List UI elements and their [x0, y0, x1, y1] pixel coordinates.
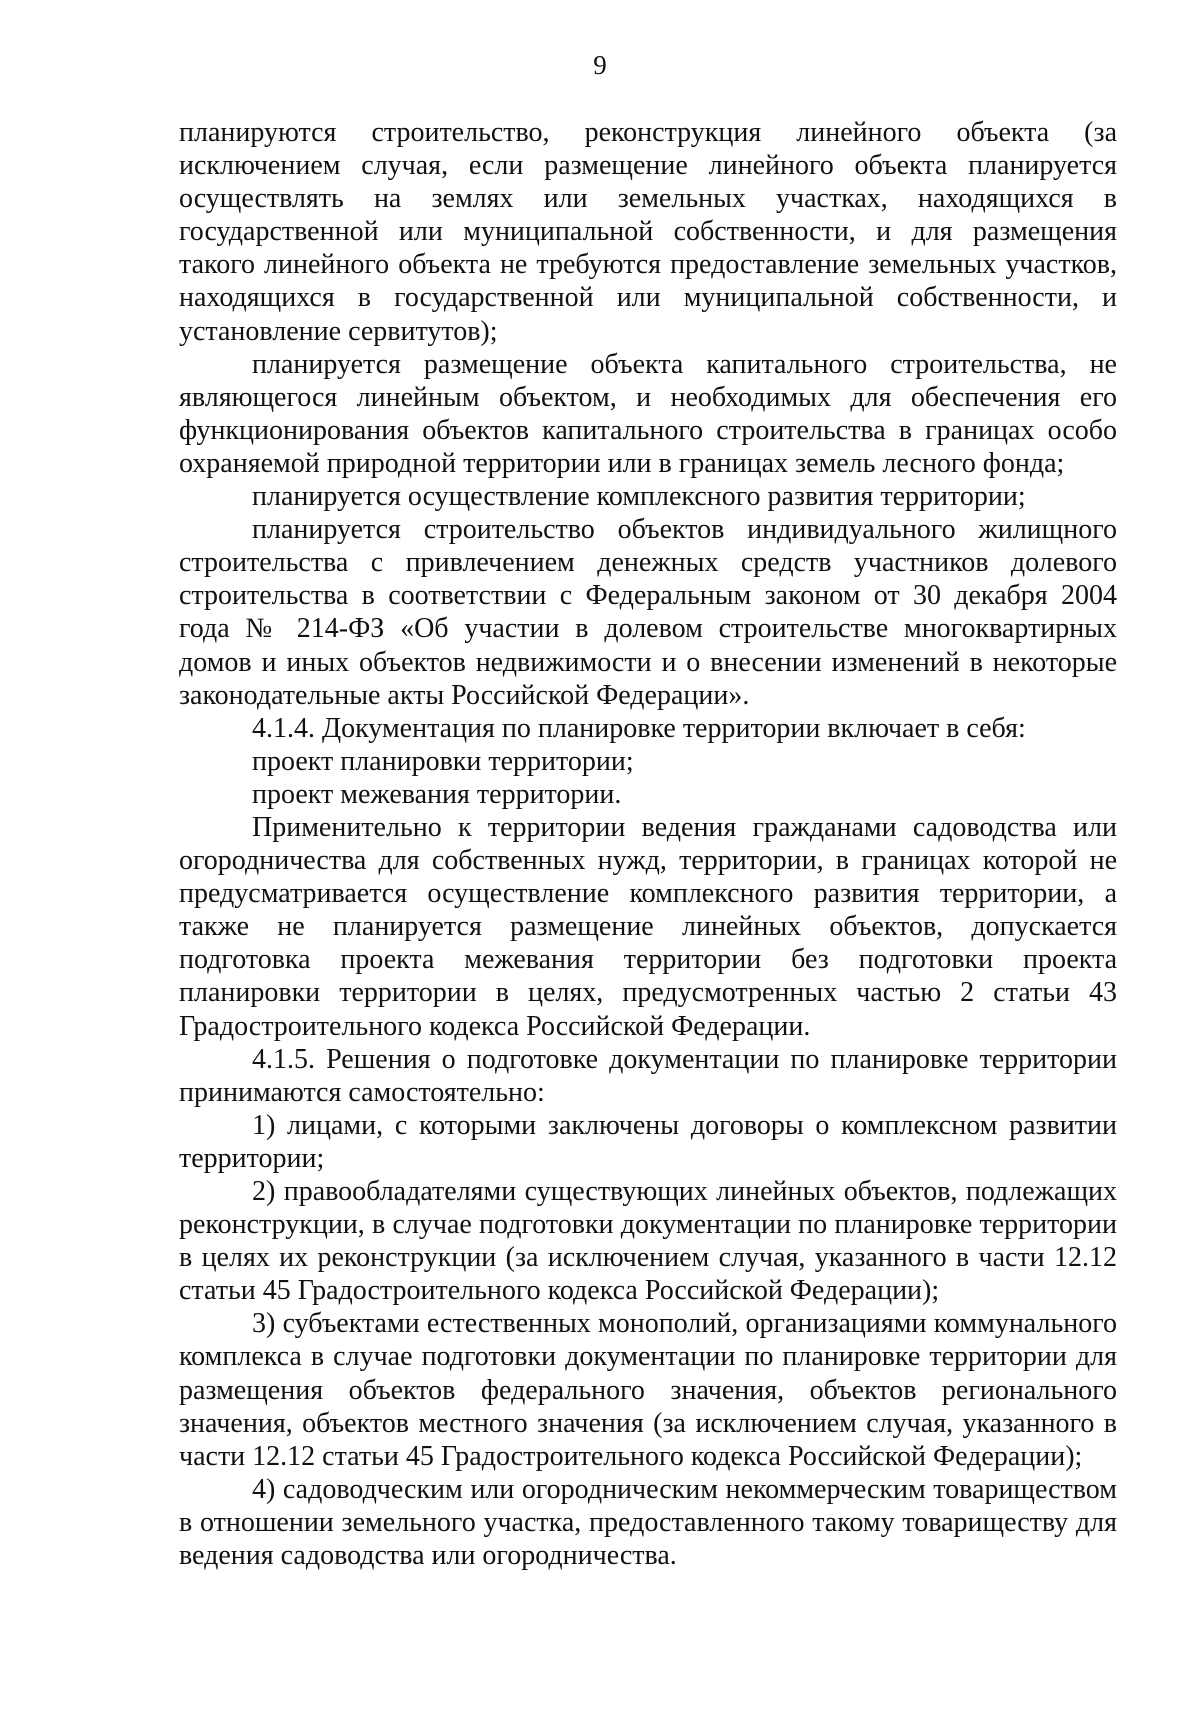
paragraph: планируется осуществление комплексного развития территории;	[252, 481, 1026, 513]
paragraph-section-4-1-5: 4.1.5. Решения о подготовке документации по планировке территории принимаются самостоятельно:	[179, 1043, 1117, 1108]
paragraph: планируется строительство объектов индивидуального жилищного строительства с привлечением денежных средств участников долевого строительства в соответствии с Федеральным законом от 30 декабря 2004 года № 214-ФЗ «Об участии в долевом строительстве многоквартирных домов и иных объектов недвижимости и о внесении изменений в некоторые законодательные акты Российской Федерации».	[179, 514, 1117, 711]
list-item: 4) садоводческим или огородническим некоммерческим товариществом в отношении земельного участка, предоставленного такому товариществу для ведения садоводства или огородничества.	[179, 1473, 1117, 1572]
paragraph: проект планировки территории;	[252, 745, 634, 777]
paragraph: Применительно к территории ведения гражданами садоводства или огородничества для собственных нужд, территории, в границах которой не предусматривается осуществление комплексного развития территории, а также не планируется размещение линейных объектов, допускается подготовка проекта межевания территории без подготовки проекта планировки территории в целях, предусмотренных частью 2 статьи 43 Градостроительного кодекса Российской Федерации.	[179, 811, 1117, 1042]
list-item: 3) субъектами естественных монополий, организациями коммунального комплекса в случае подготовки документации по планировке территории для размещения объектов федерального значения, объектов регионального значения, объектов местного значения (за исключением случая, указанного в части 12.12 статьи 45 Градостроительного кодекса Российской Федерации);	[179, 1308, 1117, 1472]
list-item: 2) правообладателями существующих линейных объектов, подлежащих реконструкции, в случае подготовки документации по планировке территории в целях их реконструкции (за исключением случая, указанного в части 12.12 статьи 45 Градостроительного кодекса Российской Федерации);	[179, 1176, 1117, 1307]
document-body	[179, 116, 1117, 1572]
page-number: 9	[593, 50, 607, 80]
paragraph: проект межевания территории.	[252, 778, 622, 810]
paragraph-section-4-1-4: 4.1.4. Документация по планировке территории включает в себя:	[252, 712, 1026, 744]
list-item: 1) лицами, с которыми заключены договоры о комплексном развитии территории;	[179, 1109, 1117, 1174]
paragraph: планируется размещение объекта капитального строительства, не являющегося линейным объектом, и необходимых для обеспечения его функционирования объектов капитального строительства в границах особо охраняемой природной территории или в границах земель лесного фонда;	[179, 348, 1117, 479]
paragraph-continuation: планируются строительство, реконструкция линейного объекта (за исключением случая, если размещение линейного объекта планируется осуществлять на землях или земельных участках, находящихся в государственной или муниципальной собственности, и для размещения такого линейного объекта не требуются предоставление земельных участков, находящихся в государственной или муниципальной собственности, и установление сервитутов);	[179, 117, 1117, 347]
